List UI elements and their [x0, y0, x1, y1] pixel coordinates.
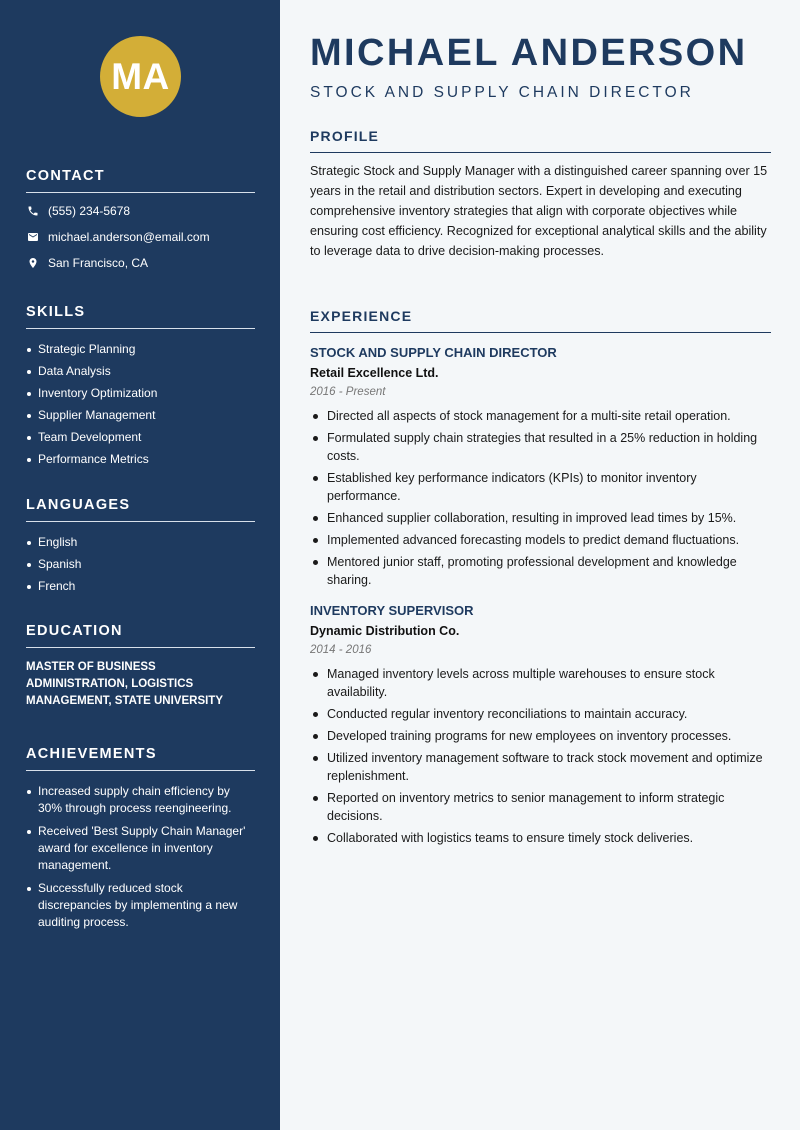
- sidebar: [0, 0, 280, 1130]
- list-item: Increased supply chain efficiency by 30% through process reengineering.: [26, 783, 255, 817]
- skills-list: [26, 341, 255, 468]
- job-dates: 2014 - 2016: [310, 644, 372, 656]
- job-bullets: [310, 407, 771, 589]
- experience-section: [310, 308, 771, 851]
- candidate-title: STOCK AND SUPPLY CHAIN DIRECTOR: [310, 84, 694, 101]
- education-heading: EDUCATION: [26, 623, 255, 648]
- contact-section: [26, 168, 255, 271]
- list-item: Received 'Best Supply Chain Manager' award for excellence in inventory management.: [26, 823, 255, 874]
- list-item: Inventory Optimization: [26, 385, 255, 402]
- list-item: Reported on inventory metrics to senior management to inform strategic decisions.: [310, 789, 771, 825]
- list-item: French: [26, 578, 255, 595]
- languages-heading: LANGUAGES: [26, 497, 255, 522]
- job-title: INVENTORY SUPERVISOR: [310, 603, 474, 618]
- list-item: Formulated supply chain strategies that resulted in a 25% reduction in holding costs.: [310, 429, 771, 465]
- job-title: STOCK AND SUPPLY CHAIN DIRECTOR: [310, 345, 557, 360]
- company-name: Retail Excellence Ltd.: [310, 366, 439, 380]
- contact-phone: [26, 202, 255, 219]
- list-item: Enhanced supplier collaboration, resulting in improved lead times by 15%.: [310, 509, 771, 527]
- languages-list: [26, 534, 255, 595]
- achievements-list: [26, 783, 255, 931]
- languages-section: [26, 497, 255, 600]
- email-icon: [26, 230, 40, 244]
- email-text: michael.anderson@email.com: [48, 229, 210, 244]
- phone-text: (555) 234-5678: [48, 203, 131, 218]
- contact-location: [26, 254, 255, 271]
- profile-section: [310, 128, 771, 261]
- job-entry: [310, 603, 771, 847]
- list-item: Strategic Planning: [26, 341, 255, 358]
- contact-email: [26, 228, 255, 245]
- profile-text: Strategic Stock and Supply Manager with a distinguished career spanning over 15 years in the retail and distribution sectors. Expert in developing and executing comprehensive inventory strategies that align with corporate objectives while ensuring cost efficiency. Recognized for exceptional analytical skills and the ability to leverage data to drive decision-making processes.: [310, 164, 768, 258]
- list-item: Team Development: [26, 429, 255, 446]
- profile-heading: PROFILE: [310, 128, 771, 153]
- skills-heading: SKILLS: [26, 304, 255, 329]
- list-item: Successfully reduced stock discrepancies by implementing a new auditing process.: [26, 880, 255, 931]
- list-item: Established key performance indicators (KPIs) to monitor inventory performance.: [310, 469, 771, 505]
- list-item: Conducted regular inventory reconciliations to maintain accuracy.: [310, 705, 771, 723]
- list-item: Developed training programs for new employees on inventory processes.: [310, 727, 771, 745]
- avatar: MA: [100, 36, 181, 117]
- achievements-section: [26, 746, 255, 937]
- list-item: Directed all aspects of stock management for a multi-site retail operation.: [310, 407, 771, 425]
- achievements-heading: ACHIEVEMENTS: [26, 746, 255, 771]
- job-entry: [310, 345, 771, 589]
- contact-heading: CONTACT: [26, 168, 255, 193]
- list-item: Mentored junior staff, promoting professional development and knowledge sharing.: [310, 553, 771, 589]
- education-section: [26, 623, 255, 710]
- list-item: Implemented advanced forecasting models to predict demand fluctuations.: [310, 531, 771, 549]
- list-item: Managed inventory levels across multiple warehouses to ensure stock availability.: [310, 665, 771, 701]
- list-item: Data Analysis: [26, 363, 255, 380]
- list-item: Performance Metrics: [26, 451, 255, 468]
- list-item: Collaborated with logistics teams to ensure timely stock deliveries.: [310, 829, 771, 847]
- phone-icon: [26, 204, 40, 218]
- list-item: Supplier Management: [26, 407, 255, 424]
- candidate-name: MICHAEL ANDERSON: [310, 32, 748, 74]
- company-name: Dynamic Distribution Co.: [310, 624, 460, 638]
- skills-section: [26, 304, 255, 473]
- list-item: English: [26, 534, 255, 551]
- list-item: Utilized inventory management software to track stock movement and optimize replenishment.: [310, 749, 771, 785]
- experience-heading: EXPERIENCE: [310, 308, 771, 333]
- location-pin-icon: [26, 256, 40, 270]
- job-dates: 2016 - Present: [310, 386, 386, 398]
- job-bullets: [310, 665, 771, 847]
- location-text: San Francisco, CA: [48, 255, 149, 270]
- list-item: Spanish: [26, 556, 255, 573]
- education-degree: MASTER OF BUSINESS ADMINISTRATION, LOGISTICS MANAGEMENT, STATE UNIVERSITY: [26, 661, 223, 707]
